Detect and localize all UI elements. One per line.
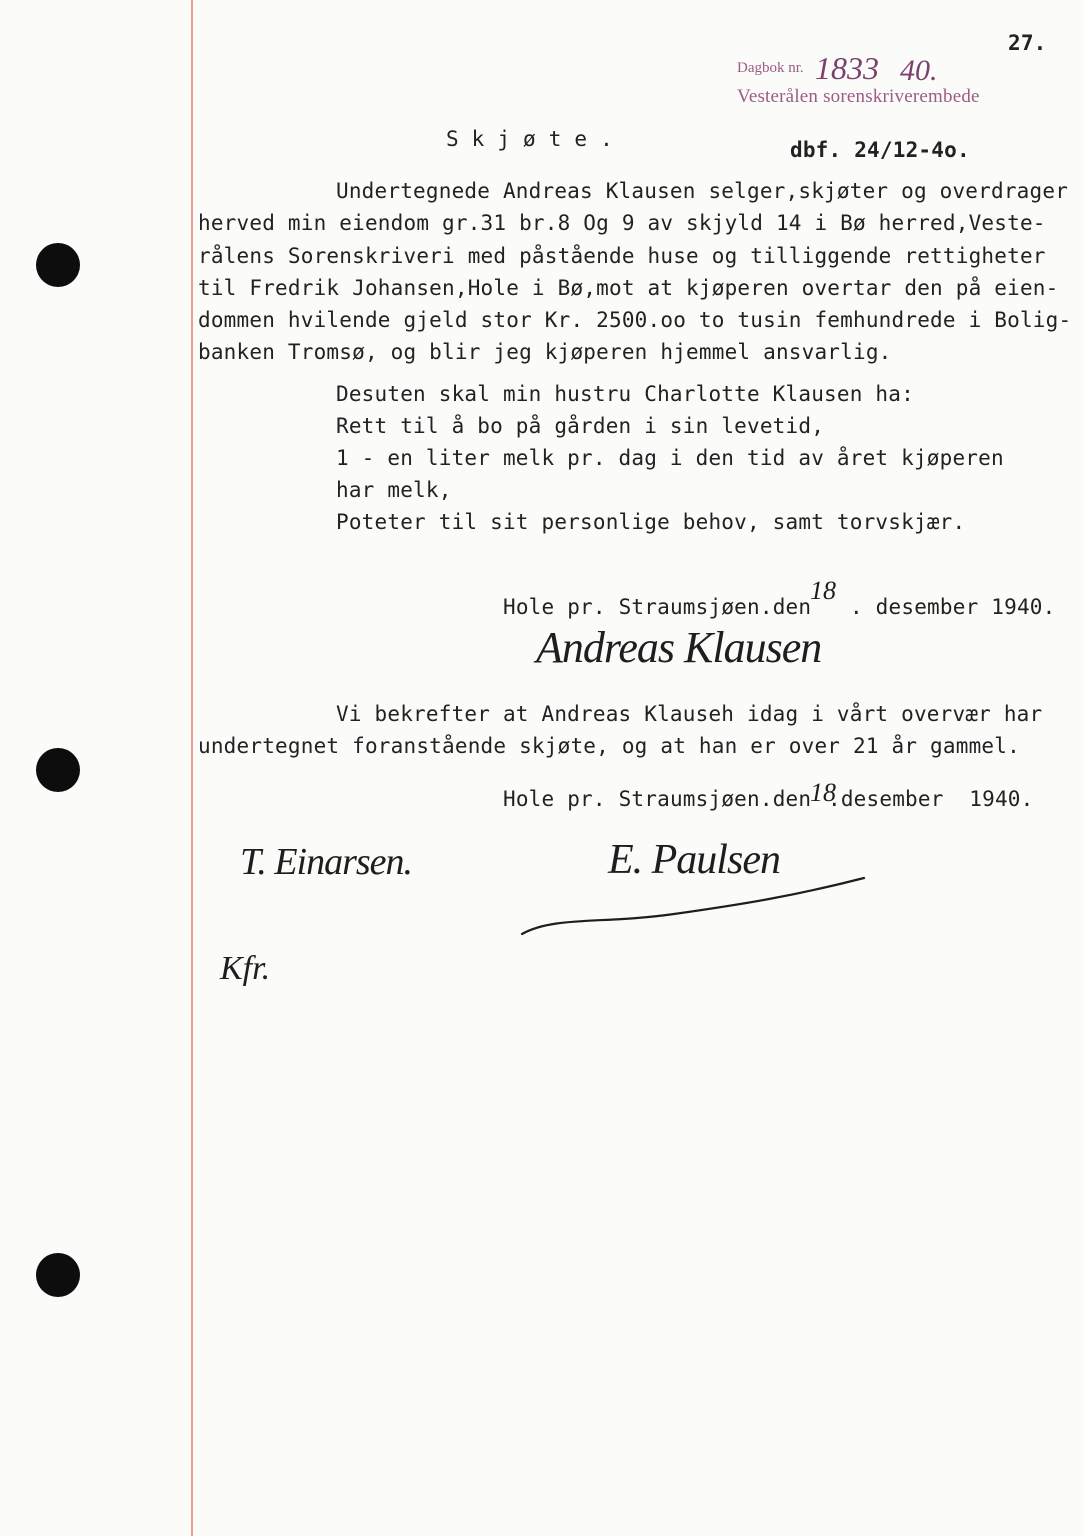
- body-line: Undertegnede Andreas Klausen selger,skjøter og overdrager: [336, 179, 1069, 203]
- document-title: S k j ø t e .: [446, 127, 613, 151]
- punch-hole: [36, 243, 80, 287]
- punch-hole: [36, 748, 80, 792]
- condition-line: har melk,: [336, 478, 452, 502]
- journal-year: 40.: [900, 54, 938, 87]
- body-line: banken Tromsø, og blir jeg kjøperen hjemmel ansvarlig.: [198, 340, 892, 364]
- witness-line: undertegnet foranstående skjøte, og at han er over 21 år gammel.: [198, 734, 1020, 758]
- body-line: herved min eiendom gr.31 br.8 Og 9 av skjyld 14 i Bø herred,Veste-: [198, 211, 1046, 235]
- condition-line: 1 - en liter melk pr. dag i den tid av året kjøperen: [336, 446, 1004, 470]
- signature-underline-flourish: [514, 876, 874, 936]
- place-date-1-month-year: . desember 1940.: [850, 595, 1056, 619]
- witness-signature-1: T. Einarsen.: [240, 841, 413, 883]
- punch-hole: [36, 1253, 80, 1297]
- condition-line: Poteter til sit personlige behov, samt torvskjær.: [336, 510, 966, 534]
- place-date-1: Hole pr. Straumsjøen.den: [503, 595, 812, 619]
- place-date-2: Hole pr. Straumsjøen.den: [503, 787, 812, 811]
- margin-rule: [191, 0, 193, 1536]
- journal-number: 1833: [815, 50, 879, 86]
- place-date-2-month-year: .desember 1940.: [828, 787, 1034, 811]
- control-initials: Kfr.: [220, 950, 271, 987]
- condition-line: Desuten skal min hustru Charlotte Klausen ha:: [336, 382, 914, 406]
- page-number: 27.: [1008, 31, 1047, 55]
- seller-signature: Andreas Klausen: [536, 623, 822, 672]
- body-line: dommen hvilende gjeld stor Kr. 2500.oo to tusin femhundrede i Bolig-: [198, 308, 1072, 332]
- body-line: rålens Sorenskriveri med påstående huse og tilliggende rettigheter: [198, 244, 1046, 268]
- witness-signature-2: E. Paulsen: [608, 837, 780, 883]
- witness-line: Vi bekrefter at Andreas Klauseh idag i vårt overvær har: [336, 702, 1043, 726]
- handwritten-day-2: 18: [810, 778, 836, 807]
- journal-stamp-prefix: Dagbok nr.: [737, 60, 804, 76]
- court-office-stamp: Vesterålen sorenskriverembede: [737, 86, 980, 107]
- body-line: til Fredrik Johansen,Hole i Bø,mot at kjøperen overtar den på eien-: [198, 276, 1059, 300]
- condition-line: Rett til å bo på gården i sin levetid,: [336, 414, 825, 438]
- handwritten-day-1: 18: [810, 576, 836, 605]
- registration-date: dbf. 24/12-4o.: [790, 138, 970, 162]
